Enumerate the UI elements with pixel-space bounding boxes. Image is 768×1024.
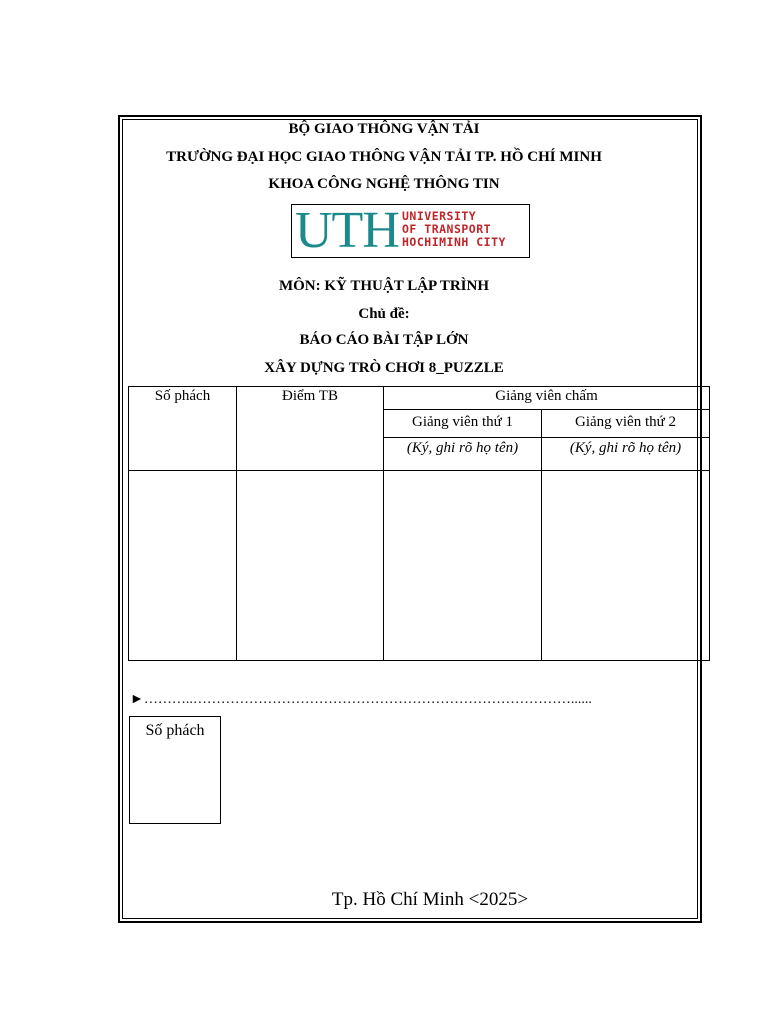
logo-line-2: OF TRANSPORT: [402, 222, 492, 236]
logo-line-1: UNIVERSITY: [402, 209, 477, 223]
logo-mark: UTH: [295, 202, 399, 259]
cell-signature-2: [542, 471, 710, 661]
ministry-heading: BỘ GIAO THÔNG VẬN TẢI: [288, 121, 480, 137]
header-so-phach: Số phách: [129, 387, 237, 471]
cell-so-phach: [129, 471, 237, 661]
grading-table: [128, 386, 710, 661]
header-giang-vien-1: Giảng viên thứ 1: [384, 410, 542, 438]
university-heading: TRƯỜNG ĐẠI HỌC GIAO THÔNG VẬN TẢI TP. HỒ CHÍ MINH: [166, 149, 602, 165]
header-giang-vien-2: Giảng viên thứ 2: [542, 410, 710, 438]
university-logo: [291, 204, 530, 258]
cell-diem-tb: [237, 471, 384, 661]
project-title: XÂY DỰNG TRÒ CHƠI 8_PUZZLE: [264, 360, 504, 376]
report-title: BÁO CÁO BÀI TẬP LỚN: [299, 332, 469, 348]
footer-location-year: Tp. Hồ Chí Minh <2025>: [331, 889, 529, 910]
sign-note-2: (Ký, ghi rõ họ tên): [542, 438, 710, 471]
sign-note-1: (Ký, ghi rõ họ tên): [384, 438, 542, 471]
cut-line: ►………..………………………………………………………………………......: [130, 692, 592, 707]
cell-signature-1: [384, 471, 542, 661]
so-phach-box: Số phách: [129, 716, 221, 824]
logo-line-3: HOCHIMINH CITY: [402, 235, 506, 249]
logo-wordmark: [402, 210, 506, 249]
header-diem-tb: Điểm TB: [237, 387, 384, 471]
subject-title: MÔN: KỸ THUẬT LẬP TRÌNH: [278, 278, 490, 294]
faculty-heading: KHOA CÔNG NGHỆ THÔNG TIN: [268, 176, 500, 192]
header-giang-vien-cham: Giảng viên chấm: [384, 387, 710, 410]
topic-label: Chủ đề:: [358, 306, 410, 322]
